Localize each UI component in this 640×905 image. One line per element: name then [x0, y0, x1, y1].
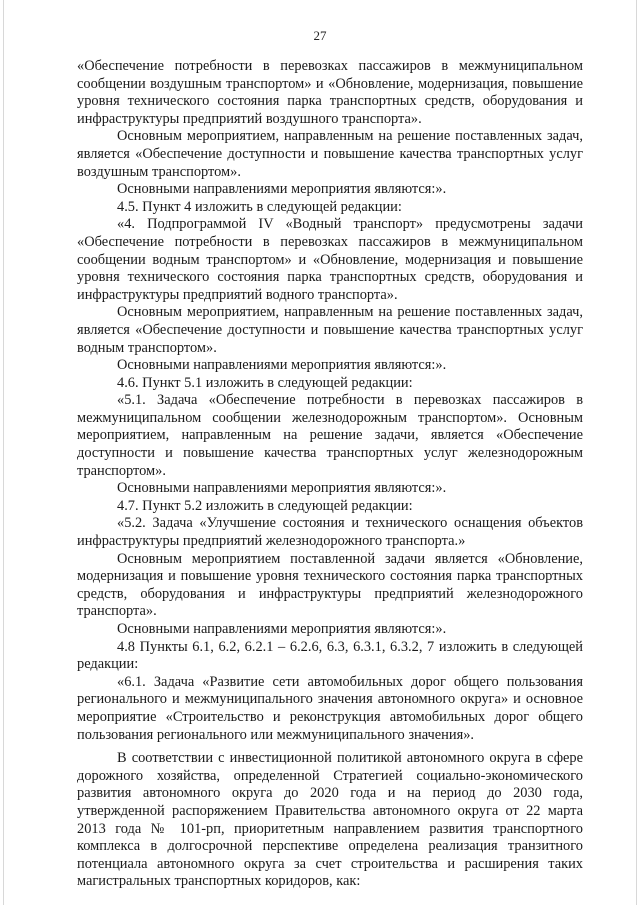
paragraph-8: 4.6. Пункт 5.1 изложить в следующей редакции:	[117, 374, 413, 391]
paragraph-14: Основными направлениями мероприятия являются:».	[117, 621, 447, 637]
paragraph-13: Основным мероприятием поставленной задачи является «Обновление, модернизация и повышение уровня технического состояния парка транспортных средств, оборудования и инфраструктуры предприятий железнодорожного транспорта».	[77, 550, 583, 620]
paragraph-16: «6.1. Задача «Развитие сети автомобильных дорог общего пользования регионального и межмуниципального значения автономного округа» и основное мероприятие «Строительство и реконструкция автомобильных дорог общего пользования регионального или межмуниципального значения».	[77, 673, 583, 743]
paragraph-2: Основным мероприятием, направленным на решение поставленных задач, является «Обеспечение доступности и повышение качества транспортных услуг воздушным транспортом».	[77, 128, 583, 180]
paragraph-6: Основным мероприятием, направленным на решение поставленных задач, является «Обеспечение доступности и повышение качества транспортных услуг водным транспортом».	[77, 304, 583, 356]
paragraph-17: В соответствии с инвестиционной политикой автономного округа в сфере дорожного хозяйства, определенной Стратегией социально-экономического развития автономного округа до 2020 года и на период до 2030 года, утвержденной распоряжением Правительства автономного округа от 22 марта 2013 года № 101-рп, приоритетным направлением развития транспортного комплекса в долгосрочной перспективе определена реализация транзитного потенциала автономного округа за счет строительства и расширения таких магистральных транспортных коридоров, как:	[77, 750, 583, 890]
scan-edge-right	[636, 0, 637, 905]
paragraph-9: «5.1. Задача «Обеспечение потребности в перевозках пассажиров в межмуниципальном сообщении железнодорожным транспортом». Основным мероприятием, направленным на решение задачи, является «Обеспечение доступности и повышение качества транспортных услуг железнодорожным транспортом».	[77, 392, 583, 479]
paragraph-12: «5.2. Задача «Улучшение состояния и технического оснащения объектов инфраструктуры предприятий железнодорожного транспорта.»	[77, 515, 583, 550]
paragraph-7: Основными направлениями мероприятия являются:».	[117, 357, 447, 374]
paragraph-10: Основными направлениями мероприятия являются:».	[117, 480, 447, 497]
paragraph-4: 4.5. Пункт 4 изложить в следующей редакции:	[117, 198, 402, 215]
paragraph-11: 4.7. Пункт 5.2 изложить в следующей редакции:	[117, 497, 413, 514]
document-body	[77, 58, 583, 891]
paragraph-1: «Обеспечение потребности в перевозках пассажиров в межмуниципальном сообщении воздушным транспортом» и «Обновление, модернизация, повышение уровня технического состояния парка транспортных средств, оборудования и инфраструктуры предприятий воздушного транспорта».	[77, 58, 583, 127]
paragraph-3: Основными направлениями мероприятия являются:».	[117, 181, 447, 198]
scan-edge-left	[3, 0, 4, 905]
page-number: 27	[313, 28, 327, 43]
paragraph-15: 4.8 Пункты 6.1, 6.2, 6.2.1 – 6.2.6, 6.3, 6.3.1, 6.3.2, 7 изложить в следующей редакции:	[77, 638, 583, 673]
paragraph-5: «4. Подпрограммой IV «Водный транспорт» предусмотрены задачи «Обеспечение потребности в перевозках пассажиров в межмуниципальном сообщении водным транспортом» и «Обновление, модернизация и повышение уровня технического состояния парка транспортных средств, оборудования и инфраструктуры предприятий водного транспорта».	[77, 216, 583, 303]
